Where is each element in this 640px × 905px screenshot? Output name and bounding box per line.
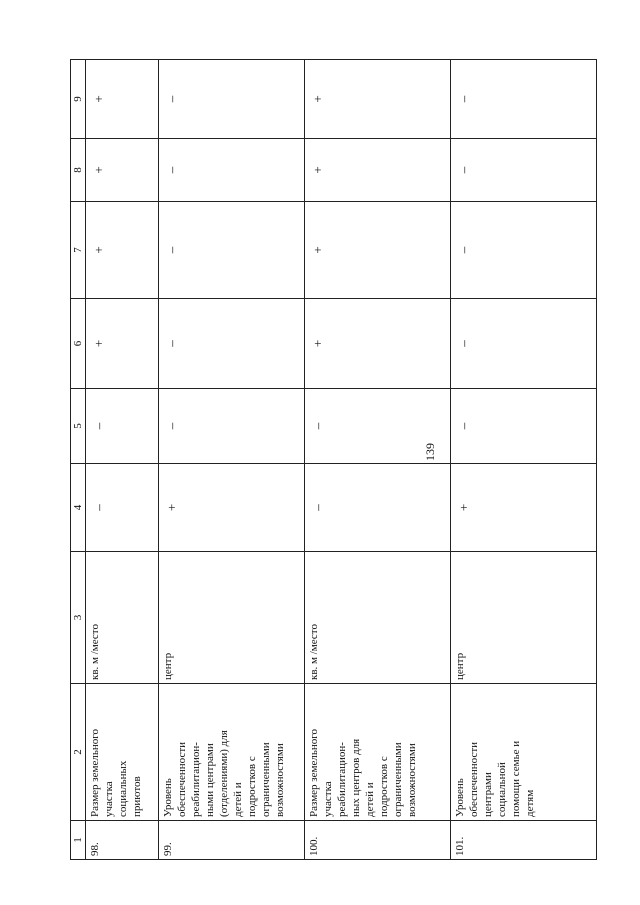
column-header: 6 xyxy=(71,299,86,389)
column-header: 4 xyxy=(71,464,86,552)
description-line: участка xyxy=(103,781,115,817)
mark-cell: – xyxy=(451,139,597,202)
column-header: 1 xyxy=(71,821,86,860)
mark-cell: + xyxy=(86,202,159,299)
page-number: 139 xyxy=(423,443,437,461)
description-line: участка xyxy=(322,781,334,817)
mark-cell: + xyxy=(451,464,597,552)
column-header: 7 xyxy=(71,202,86,299)
mark-cell: – xyxy=(305,389,451,464)
row-number-cell: 100. xyxy=(305,821,451,860)
description-line: Уровень xyxy=(454,778,466,817)
header-row xyxy=(71,60,86,860)
description-line: Уровень xyxy=(162,778,174,817)
column-header: 9 xyxy=(71,60,86,139)
column-header: 2 xyxy=(71,684,86,821)
column-header: 8 xyxy=(71,139,86,202)
description-line: возможностями xyxy=(406,743,418,817)
mark-cell: – xyxy=(451,202,597,299)
description-line: реабилитацион- xyxy=(190,742,202,817)
indicator-description-cell xyxy=(451,684,597,821)
row-number-cell: 99. xyxy=(159,821,305,860)
mark-cell: + xyxy=(159,464,305,552)
description-line: обеспеченности xyxy=(468,741,480,817)
column-header: 3 xyxy=(71,552,86,684)
description-line: (отделениями) для xyxy=(218,730,230,817)
mark-cell: + xyxy=(305,202,451,299)
indicator-description-cell xyxy=(86,684,159,821)
unit-cell: кв. м /место xyxy=(305,552,451,684)
table-row xyxy=(159,60,305,860)
mark-cell: – xyxy=(159,202,305,299)
mark-cell: – xyxy=(86,389,159,464)
description-line: приютов xyxy=(131,776,143,817)
description-line: центрами xyxy=(482,772,494,817)
mark-cell: – xyxy=(451,60,597,139)
column-header: 5 xyxy=(71,389,86,464)
mark-cell: + xyxy=(86,139,159,202)
indicator-description-cell xyxy=(159,684,305,821)
mark-cell: – xyxy=(451,299,597,389)
mark-cell: – xyxy=(86,464,159,552)
description-line: ограниченными xyxy=(260,742,272,817)
mark-cell: – xyxy=(159,139,305,202)
indicator-description-cell xyxy=(305,684,451,821)
mark-cell: + xyxy=(86,299,159,389)
description-line: ных центров для xyxy=(350,738,362,817)
description-line: Размер земельного xyxy=(89,729,101,817)
description-line: детей и xyxy=(232,782,244,817)
table-row xyxy=(86,60,159,860)
description-line: реабилитацион- xyxy=(336,742,348,817)
mark-cell: + xyxy=(86,60,159,139)
description-line: детям xyxy=(524,789,536,817)
description-line: социальных xyxy=(117,760,129,817)
description-line: социальной xyxy=(496,762,508,817)
description-line: Размер земельного xyxy=(308,729,320,817)
description-line: подростков с xyxy=(378,756,390,817)
row-number-cell: 101. xyxy=(451,821,597,860)
description-line: подростков с xyxy=(246,756,258,817)
description-line: детей и xyxy=(364,782,376,817)
mark-cell: – xyxy=(451,389,597,464)
row-number-cell: 98. xyxy=(86,821,159,860)
description-line: обеспеченности xyxy=(176,741,188,817)
description-line: возможностями xyxy=(274,743,286,817)
mark-cell: – xyxy=(305,464,451,552)
table-row xyxy=(305,60,451,860)
data-table xyxy=(70,59,597,860)
mark-cell: + xyxy=(305,60,451,139)
mark-cell: – xyxy=(159,60,305,139)
rotated-table-container xyxy=(70,60,580,860)
description-line: ограниченными xyxy=(392,742,404,817)
table-row xyxy=(451,60,597,860)
mark-cell: + xyxy=(305,139,451,202)
unit-cell: центр xyxy=(159,552,305,684)
mark-cell: – xyxy=(159,389,305,464)
unit-cell: центр xyxy=(451,552,597,684)
description-line: ными центрами xyxy=(204,743,216,817)
mark-cell: + xyxy=(305,299,451,389)
unit-cell: кв. м /место xyxy=(86,552,159,684)
mark-cell: – xyxy=(159,299,305,389)
description-line: помощи семье и xyxy=(510,740,522,817)
